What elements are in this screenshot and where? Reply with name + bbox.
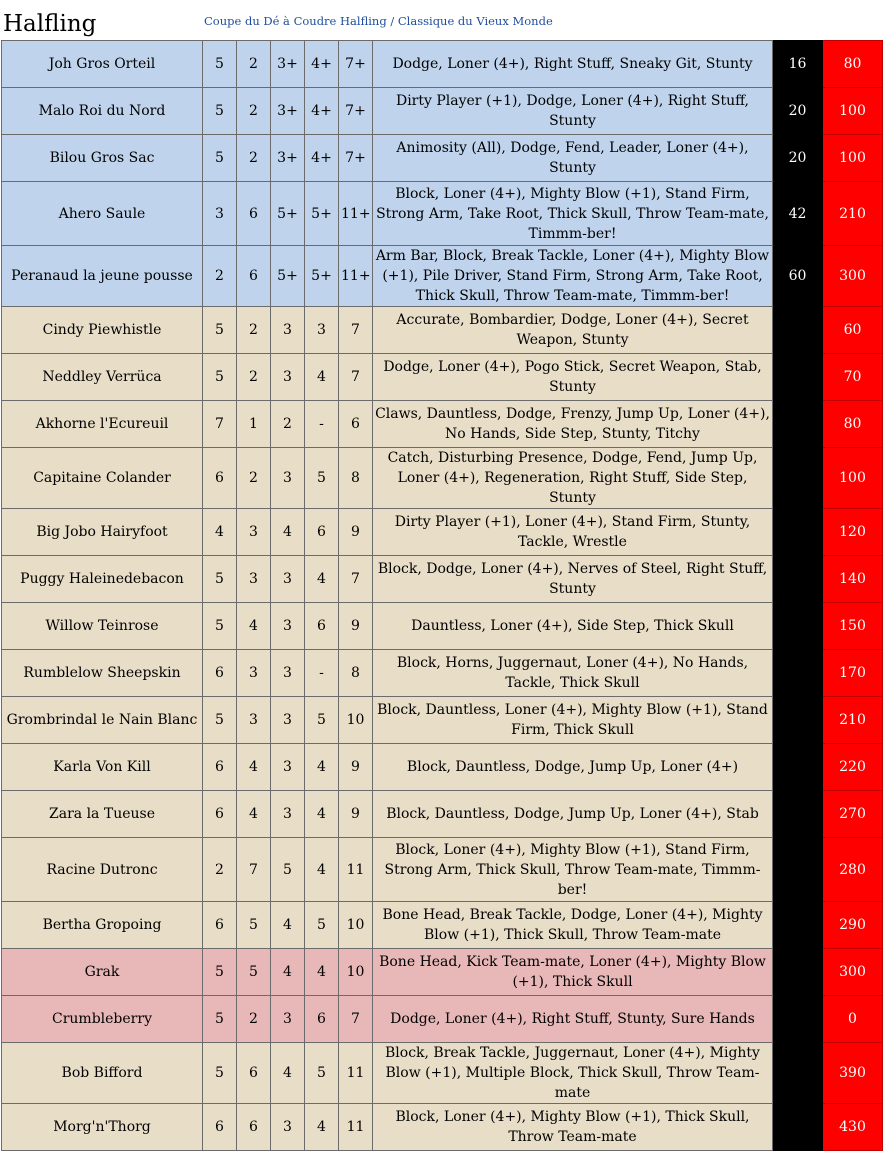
cell-skills: Bone Head, Break Tackle, Dodge, Loner (4+), Mighty Blow (+1), Thick Skull, Throw Team-mate [373, 902, 773, 949]
cell-cost-red: 210 [823, 182, 883, 246]
table-body [2, 41, 883, 1151]
cell-st: 2 [237, 354, 271, 401]
cell-cost-black: 20 [773, 135, 823, 182]
cell-name: Neddley Verrüca [2, 354, 203, 401]
cell-ag: 4 [271, 902, 305, 949]
table-row [2, 697, 883, 744]
table-row [2, 556, 883, 603]
cell-ma: 5 [203, 135, 237, 182]
cell-name: Zara la Tueuse [2, 791, 203, 838]
table-row [2, 603, 883, 650]
cell-pa: 5 [305, 902, 339, 949]
cell-cost-black [773, 838, 823, 902]
table-row [2, 88, 883, 135]
cell-pa: 5 [305, 697, 339, 744]
cell-av: 11 [339, 1104, 373, 1151]
cell-pa: 6 [305, 603, 339, 650]
cell-name: Peranaud la jeune pousse [2, 246, 203, 307]
cell-skills: Catch, Disturbing Presence, Dodge, Fend, Jump Up, Loner (4+), Regeneration, Right Stuff, Side Step, Stunty [373, 448, 773, 509]
cell-cost-black: 42 [773, 182, 823, 246]
cell-name: Racine Dutronc [2, 838, 203, 902]
cell-st: 2 [237, 88, 271, 135]
cell-av: 11 [339, 838, 373, 902]
cell-av: 8 [339, 448, 373, 509]
cell-ma: 5 [203, 41, 237, 88]
cell-av: 10 [339, 949, 373, 996]
cell-ma: 5 [203, 697, 237, 744]
cell-st: 2 [237, 41, 271, 88]
cell-skills: Accurate, Bombardier, Dodge, Loner (4+), Secret Weapon, Stunty [373, 307, 773, 354]
cell-skills: Animosity (All), Dodge, Fend, Leader, Loner (4+), Stunty [373, 135, 773, 182]
cell-ma: 5 [203, 307, 237, 354]
cell-pa: 6 [305, 509, 339, 556]
cell-ag: 4 [271, 949, 305, 996]
cell-cost-red: 0 [823, 996, 883, 1043]
cell-skills: Dodge, Loner (4+), Right Stuff, Stunty, Sure Hands [373, 996, 773, 1043]
table-row [2, 838, 883, 902]
cell-name: Grombrindal le Nain Blanc [2, 697, 203, 744]
cell-ag: 2 [271, 401, 305, 448]
cell-cost-red: 140 [823, 556, 883, 603]
cell-pa: 5+ [305, 246, 339, 307]
cell-cost-black [773, 650, 823, 697]
cell-ag: 3+ [271, 41, 305, 88]
cell-cost-black [773, 902, 823, 949]
cell-cost-black [773, 697, 823, 744]
table-row [2, 791, 883, 838]
cell-name: Grak [2, 949, 203, 996]
cell-ma: 5 [203, 88, 237, 135]
cell-skills: Block, Dauntless, Dodge, Jump Up, Loner (4+) [373, 744, 773, 791]
cell-ag: 3 [271, 650, 305, 697]
cell-st: 2 [237, 307, 271, 354]
cell-name: Morg'n'Thorg [2, 1104, 203, 1151]
cell-ag: 3 [271, 1104, 305, 1151]
cell-cost-black: 20 [773, 88, 823, 135]
cell-cost-black [773, 996, 823, 1043]
cell-ma: 6 [203, 448, 237, 509]
cell-av: 7 [339, 354, 373, 401]
cell-skills: Dodge, Loner (4+), Pogo Stick, Secret Weapon, Stab, Stunty [373, 354, 773, 401]
cell-cost-red: 210 [823, 697, 883, 744]
cell-ma: 4 [203, 509, 237, 556]
cell-av: 7 [339, 307, 373, 354]
cell-ag: 3 [271, 556, 305, 603]
cell-st: 2 [237, 135, 271, 182]
cell-st: 1 [237, 401, 271, 448]
cell-cost-red: 290 [823, 902, 883, 949]
cell-pa: 4 [305, 791, 339, 838]
cell-ag: 3+ [271, 88, 305, 135]
cell-cost-red: 170 [823, 650, 883, 697]
table-row [2, 949, 883, 996]
cell-skills: Dirty Player (+1), Loner (4+), Stand Firm, Stunty, Tackle, Wrestle [373, 509, 773, 556]
table-row [2, 135, 883, 182]
cell-pa: - [305, 401, 339, 448]
cell-ma: 3 [203, 182, 237, 246]
cell-cost-red: 100 [823, 135, 883, 182]
cell-ma: 6 [203, 902, 237, 949]
cell-pa: 4 [305, 354, 339, 401]
cell-ag: 3 [271, 603, 305, 650]
cell-cost-black: 16 [773, 41, 823, 88]
cell-ma: 6 [203, 650, 237, 697]
cell-ma: 6 [203, 1104, 237, 1151]
cell-cost-black [773, 1104, 823, 1151]
star-player-table [1, 40, 883, 1151]
cell-skills: Block, Dodge, Loner (4+), Nerves of Steel, Right Stuff, Stunty [373, 556, 773, 603]
cell-ag: 3 [271, 448, 305, 509]
table-row [2, 744, 883, 791]
cell-cost-red: 70 [823, 354, 883, 401]
cell-skills: Dodge, Loner (4+), Right Stuff, Sneaky Git, Stunty [373, 41, 773, 88]
cell-pa: 4 [305, 556, 339, 603]
table-row [2, 182, 883, 246]
cell-cost-red: 270 [823, 791, 883, 838]
cell-ag: 3+ [271, 135, 305, 182]
cell-name: Joh Gros Orteil [2, 41, 203, 88]
cell-ma: 6 [203, 744, 237, 791]
cell-cost-red: 280 [823, 838, 883, 902]
cell-st: 6 [237, 1104, 271, 1151]
cell-cost-red: 390 [823, 1043, 883, 1104]
cell-name: Cindy Piewhistle [2, 307, 203, 354]
table-row [2, 650, 883, 697]
cell-ag: 4 [271, 1043, 305, 1104]
cell-av: 6 [339, 401, 373, 448]
cell-av: 9 [339, 744, 373, 791]
cell-name: Big Jobo Hairyfoot [2, 509, 203, 556]
cell-skills: Dauntless, Loner (4+), Side Step, Thick Skull [373, 603, 773, 650]
table-row [2, 1043, 883, 1104]
cell-st: 4 [237, 791, 271, 838]
cell-ag: 3 [271, 791, 305, 838]
cell-av: 7 [339, 996, 373, 1043]
cell-av: 9 [339, 603, 373, 650]
table-row [2, 448, 883, 509]
cell-st: 6 [237, 246, 271, 307]
cell-pa: 4 [305, 949, 339, 996]
cell-cost-red: 300 [823, 949, 883, 996]
cell-av: 10 [339, 697, 373, 744]
table-row [2, 509, 883, 556]
cell-av: 7+ [339, 135, 373, 182]
cell-pa: 4+ [305, 41, 339, 88]
cell-pa: - [305, 650, 339, 697]
cell-av: 11+ [339, 182, 373, 246]
cell-st: 2 [237, 996, 271, 1043]
cell-pa: 5 [305, 1043, 339, 1104]
cell-ag: 5 [271, 838, 305, 902]
cell-name: Bertha Gropoing [2, 902, 203, 949]
cell-cost-black [773, 556, 823, 603]
cell-st: 3 [237, 697, 271, 744]
cell-cost-black [773, 307, 823, 354]
cell-cost-red: 60 [823, 307, 883, 354]
cell-cost-red: 80 [823, 401, 883, 448]
table-row [2, 1104, 883, 1151]
cell-ag: 3 [271, 996, 305, 1043]
cell-cost-red: 100 [823, 88, 883, 135]
cell-name: Akhorne l'Ecureuil [2, 401, 203, 448]
cell-name: Crumbleberry [2, 996, 203, 1043]
cell-st: 5 [237, 949, 271, 996]
cell-cost-red: 80 [823, 41, 883, 88]
table-row [2, 354, 883, 401]
cell-st: 5 [237, 902, 271, 949]
cell-ag: 4 [271, 509, 305, 556]
cell-name: Puggy Haleinedebacon [2, 556, 203, 603]
cell-skills: Block, Dauntless, Dodge, Jump Up, Loner (4+), Stab [373, 791, 773, 838]
cell-skills: Block, Dauntless, Loner (4+), Mighty Blow (+1), Stand Firm, Thick Skull [373, 697, 773, 744]
cell-pa: 4+ [305, 88, 339, 135]
cell-av: 10 [339, 902, 373, 949]
cell-name: Bilou Gros Sac [2, 135, 203, 182]
cell-cost-black [773, 949, 823, 996]
cell-cost-black [773, 744, 823, 791]
cell-cost-black [773, 448, 823, 509]
cell-st: 7 [237, 838, 271, 902]
cell-pa: 4 [305, 744, 339, 791]
cell-av: 11+ [339, 246, 373, 307]
cell-ma: 5 [203, 354, 237, 401]
cell-cost-red: 300 [823, 246, 883, 307]
table-row [2, 41, 883, 88]
cell-name: Karla Von Kill [2, 744, 203, 791]
table-row [2, 902, 883, 949]
cell-ma: 2 [203, 838, 237, 902]
cell-ma: 5 [203, 949, 237, 996]
cell-pa: 4 [305, 838, 339, 902]
cell-st: 4 [237, 744, 271, 791]
cell-cost-red: 100 [823, 448, 883, 509]
cell-st: 2 [237, 448, 271, 509]
cell-name: Capitaine Colander [2, 448, 203, 509]
cell-av: 9 [339, 791, 373, 838]
cell-ma: 5 [203, 996, 237, 1043]
table-row [2, 401, 883, 448]
cell-cost-black [773, 791, 823, 838]
cell-cost-red: 120 [823, 509, 883, 556]
cell-ag: 5+ [271, 182, 305, 246]
cell-pa: 6 [305, 996, 339, 1043]
cell-ag: 3 [271, 744, 305, 791]
cell-ma: 2 [203, 246, 237, 307]
cell-name: Willow Teinrose [2, 603, 203, 650]
cell-pa: 5+ [305, 182, 339, 246]
cell-pa: 3 [305, 307, 339, 354]
cell-av: 7+ [339, 88, 373, 135]
page-title: Halfling [3, 11, 97, 37]
cell-av: 11 [339, 1043, 373, 1104]
cell-name: Rumblelow Sheepskin [2, 650, 203, 697]
cell-cost-black [773, 354, 823, 401]
cell-skills: Dirty Player (+1), Dodge, Loner (4+), Right Stuff, Stunty [373, 88, 773, 135]
cell-skills: Block, Horns, Juggernaut, Loner (4+), No Hands, Tackle, Thick Skull [373, 650, 773, 697]
cell-ma: 5 [203, 603, 237, 650]
cell-st: 6 [237, 1043, 271, 1104]
cell-pa: 4+ [305, 135, 339, 182]
cell-ag: 3 [271, 697, 305, 744]
cell-cost-black [773, 401, 823, 448]
page-subtitle: Coupe du Dé à Coudre Halfling / Classique du Vieux Monde [204, 14, 553, 28]
cell-name: Malo Roi du Nord [2, 88, 203, 135]
cell-ma: 5 [203, 1043, 237, 1104]
table-row [2, 996, 883, 1043]
cell-st: 4 [237, 603, 271, 650]
cell-skills: Bone Head, Kick Team-mate, Loner (4+), Mighty Blow (+1), Thick Skull [373, 949, 773, 996]
cell-skills: Claws, Dauntless, Dodge, Frenzy, Jump Up, Loner (4+), No Hands, Side Step, Stunty, Titchy [373, 401, 773, 448]
cell-st: 3 [237, 650, 271, 697]
cell-skills: Block, Break Tackle, Juggernaut, Loner (4+), Mighty Blow (+1), Multiple Block, Thick Skull, Throw Team-mate [373, 1043, 773, 1104]
cell-skills: Block, Loner (4+), Mighty Blow (+1), Stand Firm, Strong Arm, Thick Skull, Throw Team-mate, Timmm-ber! [373, 838, 773, 902]
cell-cost-black [773, 1043, 823, 1104]
cell-ma: 7 [203, 401, 237, 448]
cell-ag: 3 [271, 354, 305, 401]
cell-st: 3 [237, 509, 271, 556]
cell-ma: 5 [203, 556, 237, 603]
table-row [2, 307, 883, 354]
cell-cost-black [773, 603, 823, 650]
cell-ag: 5+ [271, 246, 305, 307]
cell-name: Bob Bifford [2, 1043, 203, 1104]
cell-cost-black [773, 509, 823, 556]
cell-cost-red: 220 [823, 744, 883, 791]
cell-cost-red: 150 [823, 603, 883, 650]
cell-st: 6 [237, 182, 271, 246]
cell-pa: 5 [305, 448, 339, 509]
cell-skills: Block, Loner (4+), Mighty Blow (+1), Thick Skull, Throw Team-mate [373, 1104, 773, 1151]
cell-av: 9 [339, 509, 373, 556]
cell-cost-red: 430 [823, 1104, 883, 1151]
cell-ag: 3 [271, 307, 305, 354]
table-row [2, 246, 883, 307]
cell-av: 8 [339, 650, 373, 697]
cell-st: 3 [237, 556, 271, 603]
cell-name: Ahero Saule [2, 182, 203, 246]
cell-av: 7 [339, 556, 373, 603]
cell-ma: 6 [203, 791, 237, 838]
cell-cost-black: 60 [773, 246, 823, 307]
cell-skills: Block, Loner (4+), Mighty Blow (+1), Stand Firm, Strong Arm, Take Root, Thick Skull, Throw Team-mate, Timmm-ber! [373, 182, 773, 246]
cell-av: 7+ [339, 41, 373, 88]
cell-pa: 4 [305, 1104, 339, 1151]
cell-skills: Arm Bar, Block, Break Tackle, Loner (4+), Mighty Blow (+1), Pile Driver, Stand Firm, Strong Arm, Take Root, Thick Skull, Throw Team-mate, Timmm-ber! [373, 246, 773, 307]
